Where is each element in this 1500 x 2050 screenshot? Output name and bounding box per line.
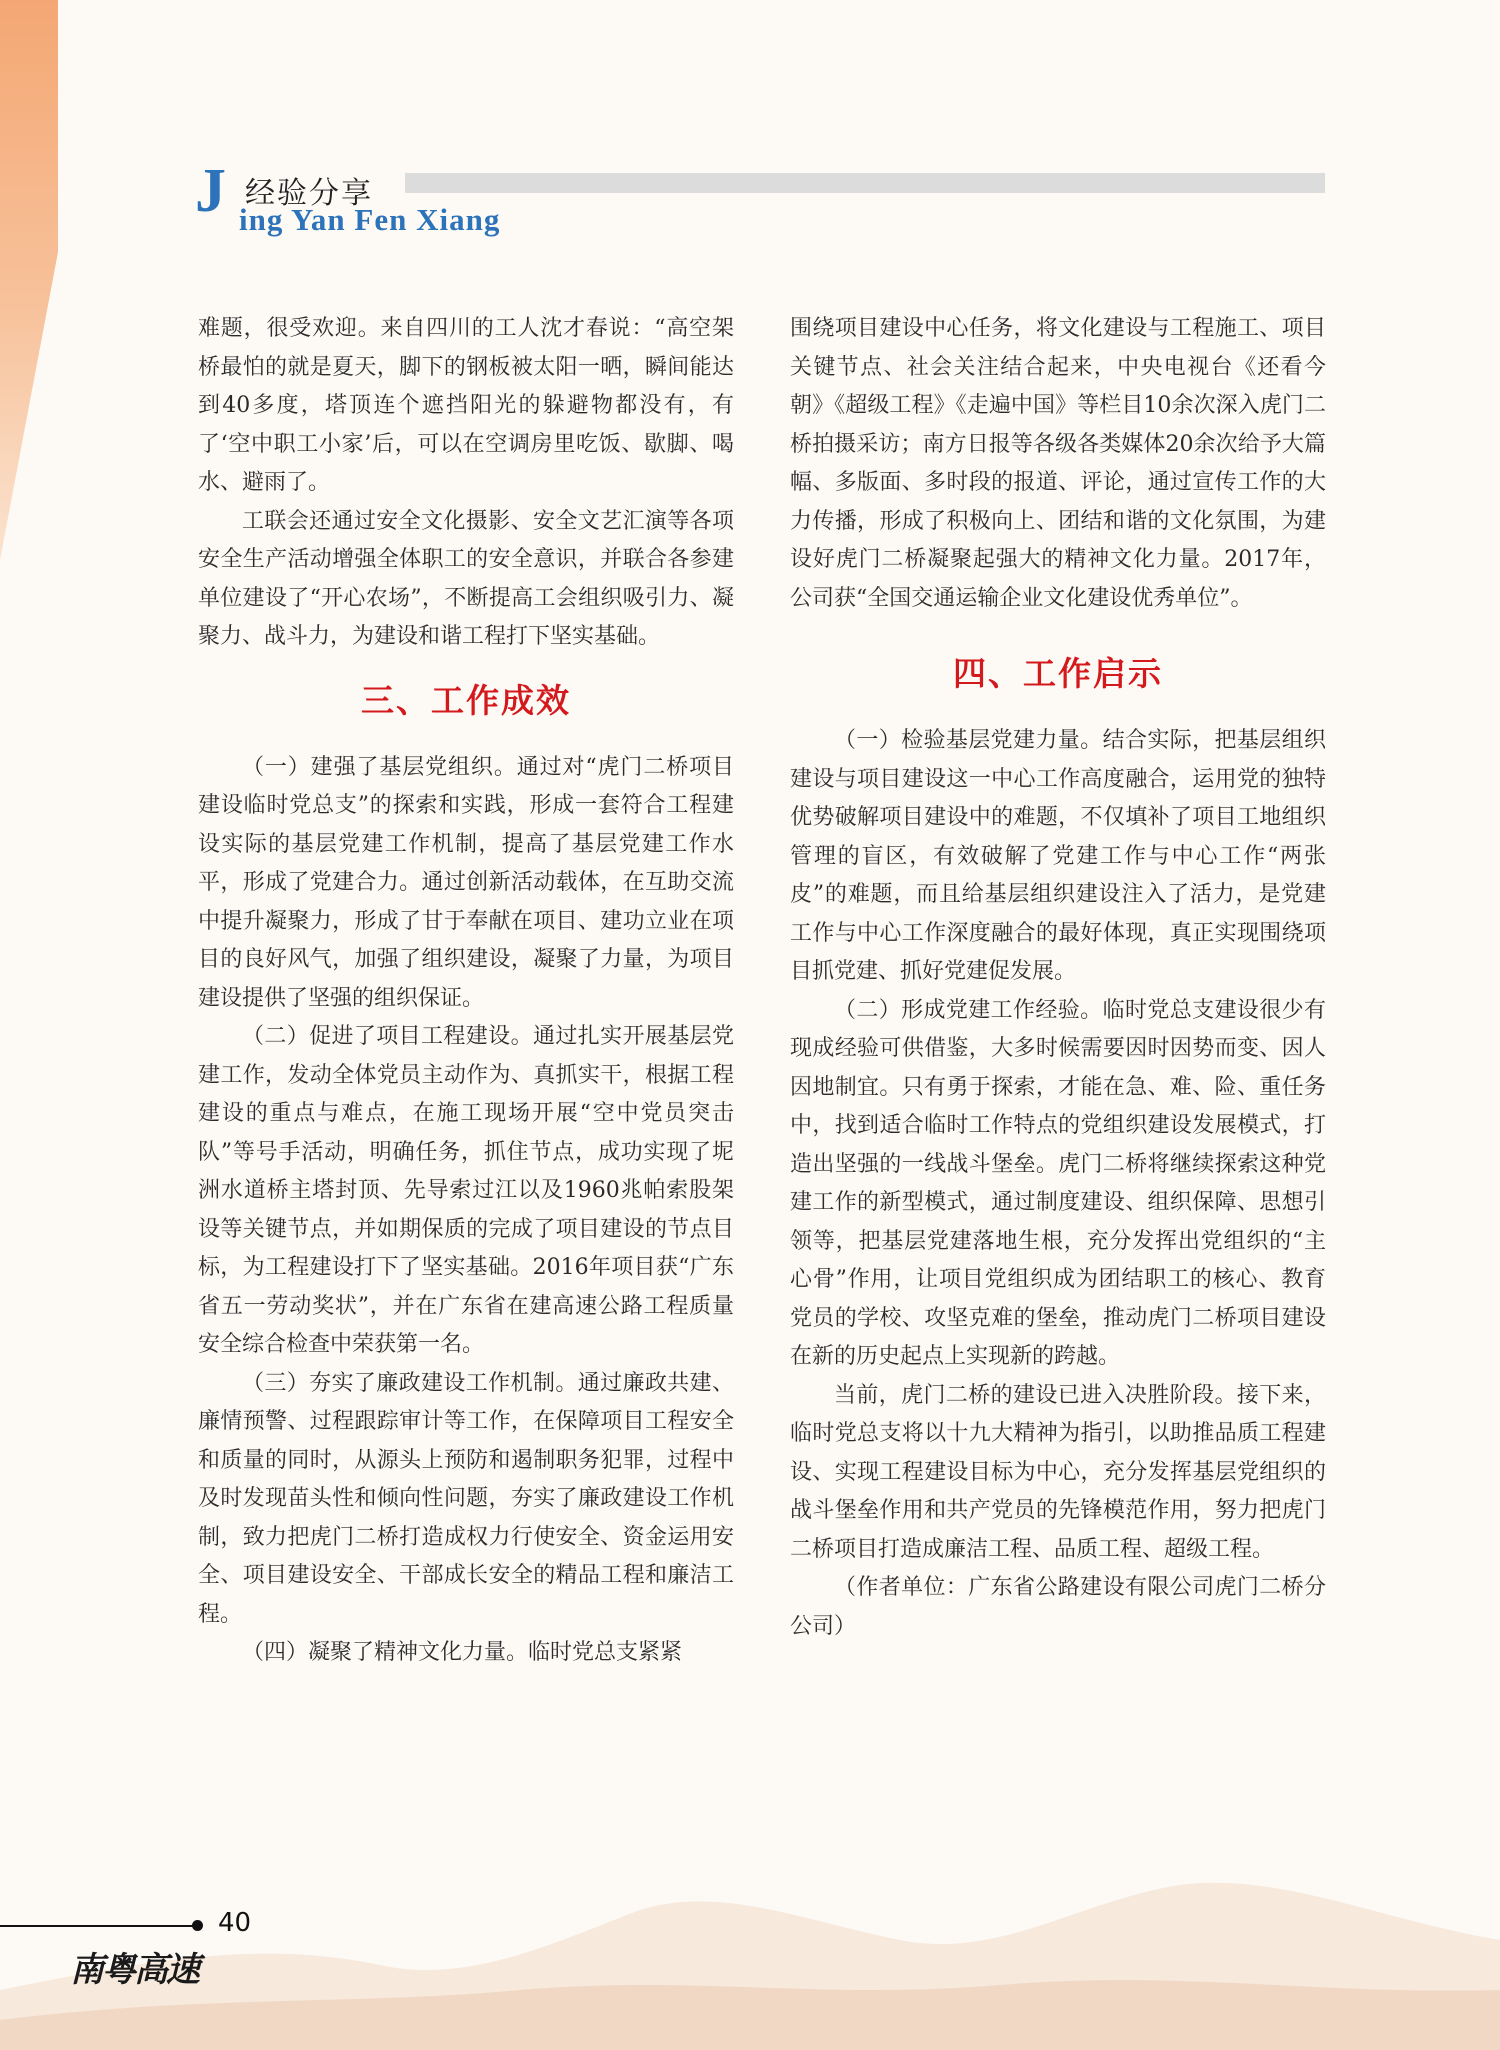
left-column (198, 310, 734, 1673)
footer-dot (192, 1920, 203, 1931)
paragraph: （二）促进了项目工程建设。通过扎实开展基层党建工作，发动全体党员主动作为、真抓实干，根据工程建设的重点与难点，在施工现场开展“空中党员突击队”等号手活动，明确任务，抓住节点，成功实现了坭洲水道桥主塔封顶、先导索过江以及1960兆帕索股架设等关键节点，并如期保质的完成了项目建设的节点目标，为工程建设打下了坚实基础。2016年项目获“广东省五一劳动奖状”，并在广东省在建高速公路工程质量安全综合检查中荣获第一名。 (198, 1024, 734, 1357)
section-heading: 三、工作成效 (361, 680, 571, 720)
author-note: （作者单位：广东省公路建设有限公司虎门二桥分公司） (790, 1575, 1326, 1639)
paragraph: （三）夯实了廉政建设工作机制。通过廉政共建、廉情预警、过程跟踪审计等工作，在保障项目工程安全和质量的同时，从源头上预防和遏制职务犯罪，过程中及时发现苗头性和倾向性问题，夯实了廉政建设工作机制，致力把虎门二桥打造成权力行使安全、资金运用安全、项目建设安全、干部成长安全的精品工程和廉洁工程。 (198, 1370, 734, 1627)
paragraph: 当前，虎门二桥的建设已进入决胜阶段。接下来，临时党总支将以十九大精神为指引，以助推品质工程建设、实现工程建设目标为中心，充分发挥基层党组织的战斗堡垒作用和共产党员的先锋模范作用，努力把虎门二桥项目打造成廉洁工程、品质工程、超级工程。 (790, 1382, 1326, 1562)
paragraph: （四）凝聚了精神文化力量。临时党总支紧紧 (242, 1640, 683, 1665)
section-header (195, 157, 1325, 248)
section-heading: 四、工作启示 (953, 654, 1163, 693)
header-title: 经验分享 (245, 176, 373, 211)
paragraph: （一）建强了基层党组织。通过对“虎门二桥项目建设临时党总支”的探索和实践，形成一套符合工程建设实际的基层党建工作机制，提高了基层党建工作水平，形成了党建合力。通过创新活动载体，在互助交流中提升凝聚力，形成了甘于奉献在项目、建功立业在项目的良好风气，加强了组织建设，凝聚了力量，为项目建设提供了坚强的组织保证。 (198, 754, 734, 1011)
brand-logo: 南粤高速 (70, 1950, 198, 1990)
decorative-corner-stripe (0, 0, 58, 560)
paragraph: 难题，很受欢迎。来自四川的工人沈才春说：“高空架桥最怕的就是夏天，脚下的钢板被太阳一晒，瞬间能达到40多度，塔顶连个遮挡阳光的躲避物都没有，有了‘空中职工小家’后，可以在空调房里吃饭、歇脚、喝水、避雨了。 (198, 316, 734, 495)
right-column (790, 310, 1326, 1646)
page-number: 40 (218, 1908, 252, 1938)
header-pinyin: ing Yan Fen Xiang (239, 202, 501, 237)
paragraph: （一）检验基层党建力量。结合实际，把基层组织建设与项目建设这一中心工作高度融合，运用党的独特优势破解项目建设中的难题，不仅填补了项目工地组织管理的盲区，有效破解了党建工作与中心工作“两张皮”的难题，而且给基层组织建设注入了活力，是党建工作与中心工作深度融合的最好体现，真正实现围绕项目抓党建、抓好党建促发展。 (790, 728, 1326, 984)
footer-rule (0, 1925, 195, 1927)
paragraph: 围绕项目建设中心任务，将文化建设与工程施工、项目关键节点、社会关注结合起来，中央电视台《还看今朝》《超级工程》《走遍中国》等栏目10余次深入虎门二桥拍摄采访；南方日报等各级各类媒体20余次给予大篇幅、多版面、多时段的报道、评论，通过宣传工作的大力传播，形成了积极向上、团结和谐的文化氛围，为建设好虎门二桥凝聚起强大的精神文化力量。2017年，公司获“全国交通运输企业文化建设优秀单位”。 (790, 316, 1326, 611)
paragraph: 工联会还通过安全文化摄影、安全文艺汇演等各项安全生产活动增强全体职工的安全意识，并联合各参建单位建设了“开心农场”，不断提高工会组织吸引力、凝聚力、战斗力，为建设和谐工程打下坚实基础。 (198, 508, 734, 649)
header-initial-letter: J (195, 157, 226, 225)
paragraph: （二）形成党建工作经验。临时党总支建设很少有现成经验可供借鉴，大多时候需要因时因势而变、因人因地制宜。只有勇于探索，才能在急、难、险、重任务中，找到适合临时工作特点的党组织建设发展模式，打造出坚强的一线战斗堡垒。虎门二桥将继续探索这种党建工作的新型模式，通过制度建设、组织保障、思想引领等，把基层党建落地生根，充分发挥出党组织的“主心骨”作用，让项目党组织成为团结职工的核心、教育党员的学校、攻坚克难的堡垒，推动虎门二桥项目建设在新的历史起点上实现新的跨越。 (790, 997, 1326, 1369)
header-bar (405, 173, 1325, 193)
